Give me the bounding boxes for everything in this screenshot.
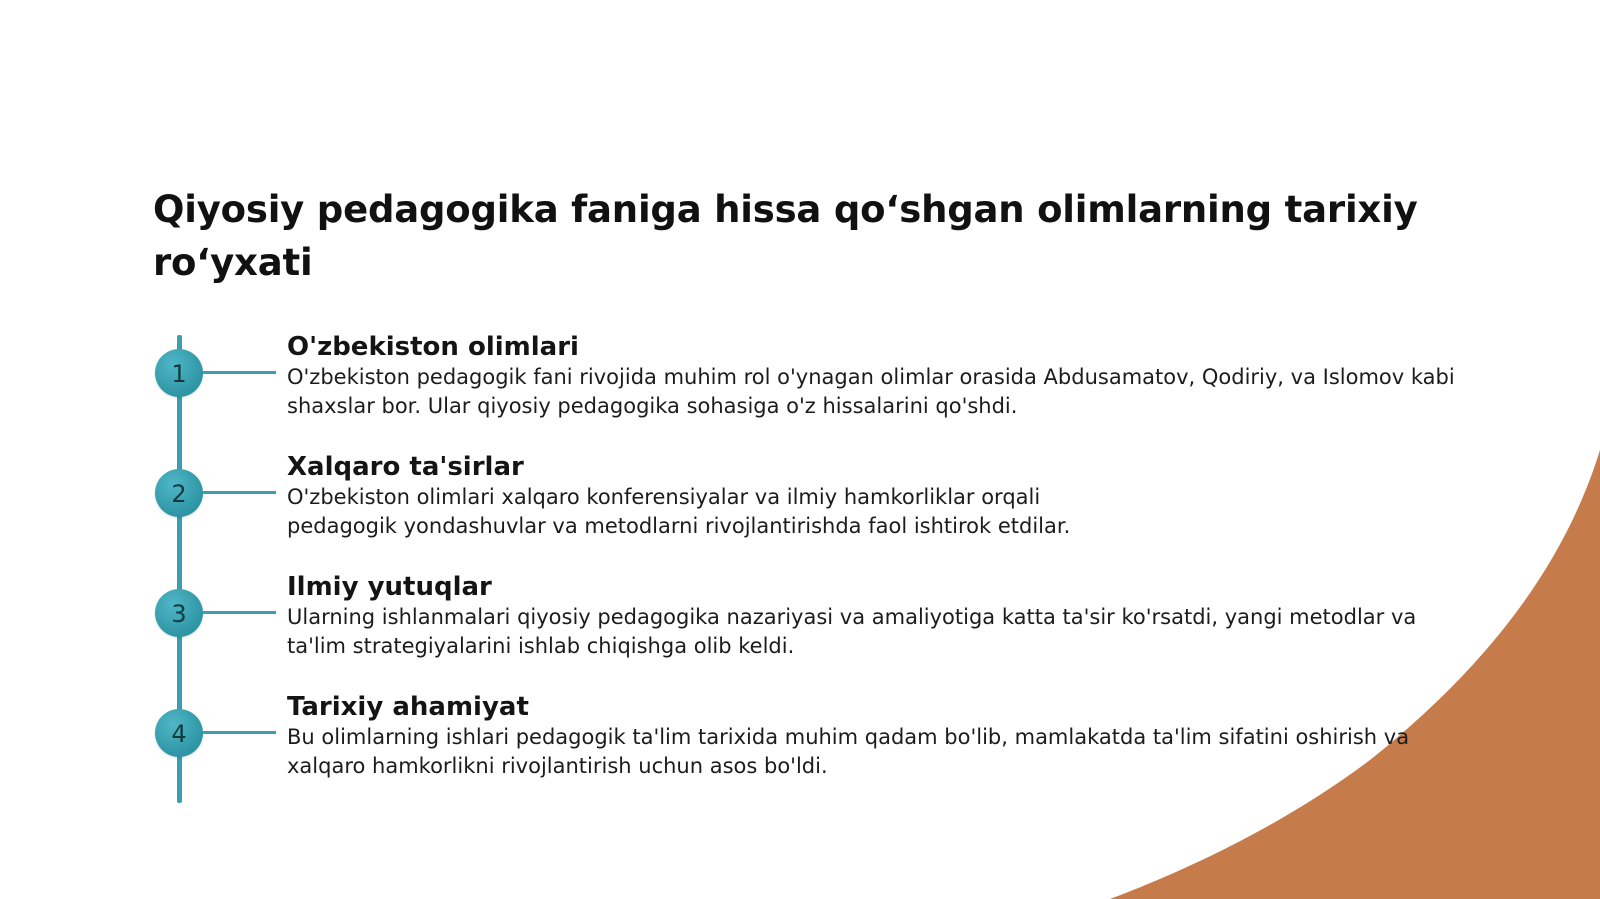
- timeline-node-number: 3: [171, 600, 187, 628]
- timeline-item-title: O'zbekiston olimlari: [287, 332, 579, 362]
- timeline-node-3: [155, 589, 203, 637]
- timeline-item-3: [0, 572, 1600, 689]
- timeline-connector: [203, 371, 276, 374]
- timeline-node-number: 4: [171, 720, 187, 748]
- timeline-node-number: 1: [171, 360, 187, 388]
- timeline-item-title: Ilmiy yutuqlar: [287, 572, 492, 602]
- timeline-item-description: Bu olimlarning ishlari pedagogik ta'lim tarixida muhim qadam bo'lib, mamlakatda ta'lim sifatini oshirish va xalqaro hamkorlikni rivojlantirish uchun asos bo'ldi.: [287, 725, 1410, 778]
- timeline-item-description: Ularning ishlanmalari qiyosiy pedagogika nazariyasi va amaliyotiga katta ta'sir ko'rsatdi, yangi metodlar va ta'lim strategiyalarini ishlab chiqishga olib keldi.: [287, 605, 1417, 658]
- timeline-node-2: [155, 469, 203, 517]
- timeline-node-number: 2: [171, 480, 187, 508]
- timeline-item-description: O'zbekiston pedagogik fani rivojida muhim rol o'ynagan olimlar orasida Abdusamatov, Qodiriy, va Islomov kabi shaxslar bor. Ular qiyosiy pedagogika sohasiga o'z hissalarini qo'shdi.: [287, 365, 1455, 418]
- timeline-connector: [203, 731, 276, 734]
- timeline-connector: [203, 611, 276, 614]
- slide-title: Qiyosiy pedagogika faniga hissa qo‘shgan olimlarning tarixiy ro‘yxati: [153, 188, 1418, 284]
- timeline-connector: [203, 491, 276, 494]
- timeline-node-1: [155, 349, 203, 397]
- timeline-item-title: Tarixiy ahamiyat: [287, 692, 529, 722]
- timeline-item-1: [0, 332, 1600, 449]
- description-line-1: O'zbekiston olimlari xalqaro konferensiyalar va ilmiy hamkorliklar orqali: [287, 485, 1041, 509]
- timeline-node-4: [155, 709, 203, 757]
- timeline-item-title: Xalqaro ta'sirlar: [287, 452, 524, 482]
- timeline-item-2: [0, 452, 1600, 569]
- description-line-2: pedagogik yondashuvlar va metodlarni rivojlantirishda faol ishtirok etdilar.: [287, 514, 1071, 538]
- timeline-item-description: [287, 483, 1467, 541]
- timeline-item-4: [0, 692, 1600, 809]
